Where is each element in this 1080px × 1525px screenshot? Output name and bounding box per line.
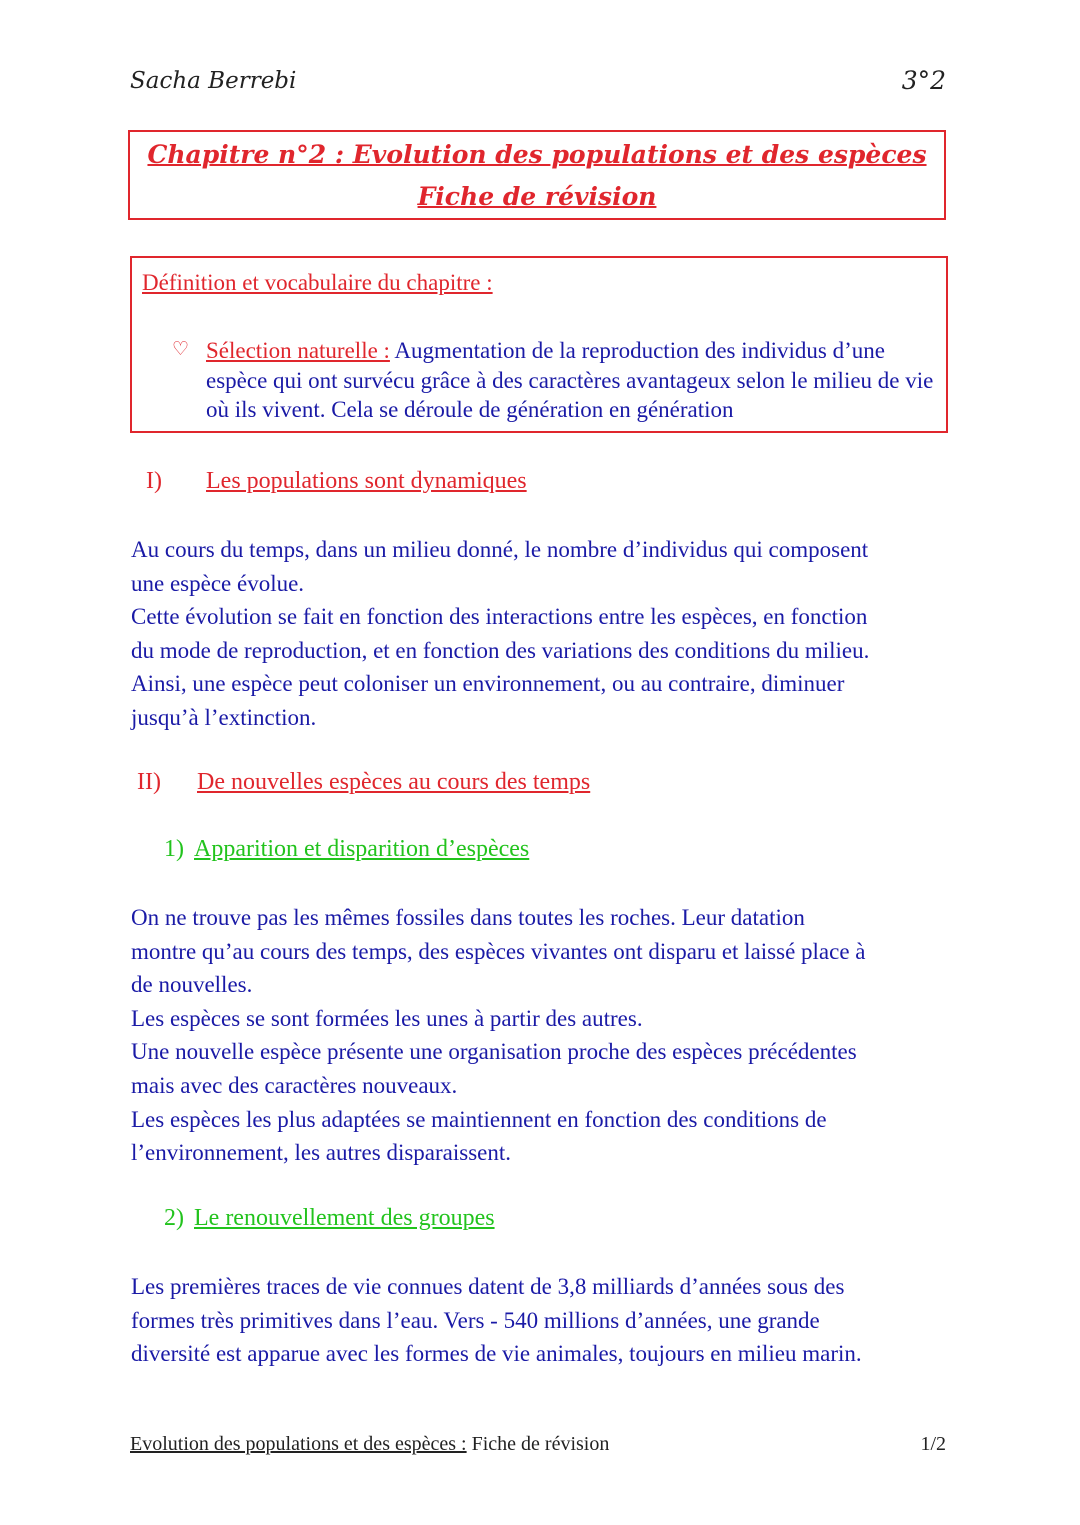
section-1-number: I): [146, 468, 162, 494]
paragraph-line: formes très primitives dans l’eau. Vers - 540 millions d’années, une grande: [131, 1307, 820, 1333]
section-1-paragraph: [131, 533, 961, 735]
footer-title: [130, 1433, 609, 1456]
subsection-2-heading: [164, 1205, 495, 1232]
definitions-heading: Définition et vocabulaire du chapitre :: [142, 270, 493, 295]
paragraph-line: Cette évolution se fait en fonction des interactions entre les espèces, en fonction: [131, 604, 868, 630]
definition-item: [206, 336, 946, 425]
subsection-2-title: Le renouvellement des groupes: [194, 1205, 495, 1231]
subsection-1-number: 1): [164, 836, 184, 862]
paragraph-line: mais avec des caractères nouveaux.: [131, 1072, 458, 1098]
paragraph-line: une espèce évolue.: [131, 570, 305, 596]
author-name: Sacha Berrebi: [130, 68, 297, 94]
section-2-number: II): [137, 769, 161, 795]
paragraph-line: Une nouvelle espèce présente une organisation proche des espèces précédentes: [131, 1039, 857, 1065]
title-box: [128, 130, 946, 220]
section-1-title: Les populations sont dynamiques: [206, 468, 527, 494]
heart-bullet-icon: ♡: [172, 339, 190, 360]
definitions-box: [130, 256, 948, 433]
chapter-subtitle: Fiche de révision: [417, 182, 657, 211]
paragraph-line: Ainsi, une espèce peut coloniser un environnement, ou au contraire, diminuer: [131, 671, 845, 697]
section-2-heading: [137, 769, 590, 796]
paragraph-line: Au cours du temps, dans un milieu donné, le nombre d’individus qui composent: [131, 537, 869, 562]
subsection-1-paragraph: [131, 901, 961, 1170]
paragraph-line: l’environnement, les autres disparaissent.: [131, 1140, 512, 1166]
footer-title-rest: Fiche de révision: [471, 1433, 610, 1455]
paragraph-line: jusqu’à l’extinction.: [131, 704, 317, 730]
paragraph-line: du mode de reproduction, et en fonction des variations des conditions du milieu.: [131, 637, 870, 663]
paragraph-line: Les premières traces de vie connues datent de 3,8 milliards d’années sous des: [131, 1274, 845, 1299]
footer-title-underlined: Evolution des populations et des espèces :: [130, 1433, 467, 1455]
definition-text: Augmentation de la reproduction des individus d’une espèce qui ont survécu grâce à des caractères avantageux selon le milieu de vie où ils vivent. Cela se déroule de génération en génération: [206, 338, 934, 422]
subsection-2-paragraph: [131, 1270, 961, 1371]
paragraph-line: montre qu’au cours des temps, des espèces vivantes ont disparu et laissé place à: [131, 938, 866, 964]
paragraph-line: de nouvelles.: [131, 972, 253, 998]
class-label: 3°2: [901, 66, 946, 95]
definition-term: Sélection naturelle :: [206, 338, 390, 363]
subsection-2-number: 2): [164, 1205, 184, 1231]
chapter-title: Chapitre n°2 : Evolution des populations et des espèces: [147, 140, 927, 169]
subsection-1-title: Apparition et disparition d’espèces: [194, 836, 530, 862]
section-1-heading: [146, 468, 527, 495]
paragraph-line: On ne trouve pas les mêmes fossiles dans toutes les roches. Leur datation: [131, 905, 805, 930]
paragraph-line: diversité est apparue avec les formes de vie animales, toujours en milieu marin.: [131, 1341, 862, 1367]
page-number: 1/2: [920, 1433, 946, 1455]
section-2-title: De nouvelles espèces au cours des temps: [197, 769, 591, 795]
subsection-1-heading: [164, 836, 529, 863]
paragraph-line: Les espèces les plus adaptées se maintiennent en fonction des conditions de: [131, 1106, 827, 1132]
paragraph-line: Les espèces se sont formées les unes à partir des autres.: [131, 1005, 643, 1031]
